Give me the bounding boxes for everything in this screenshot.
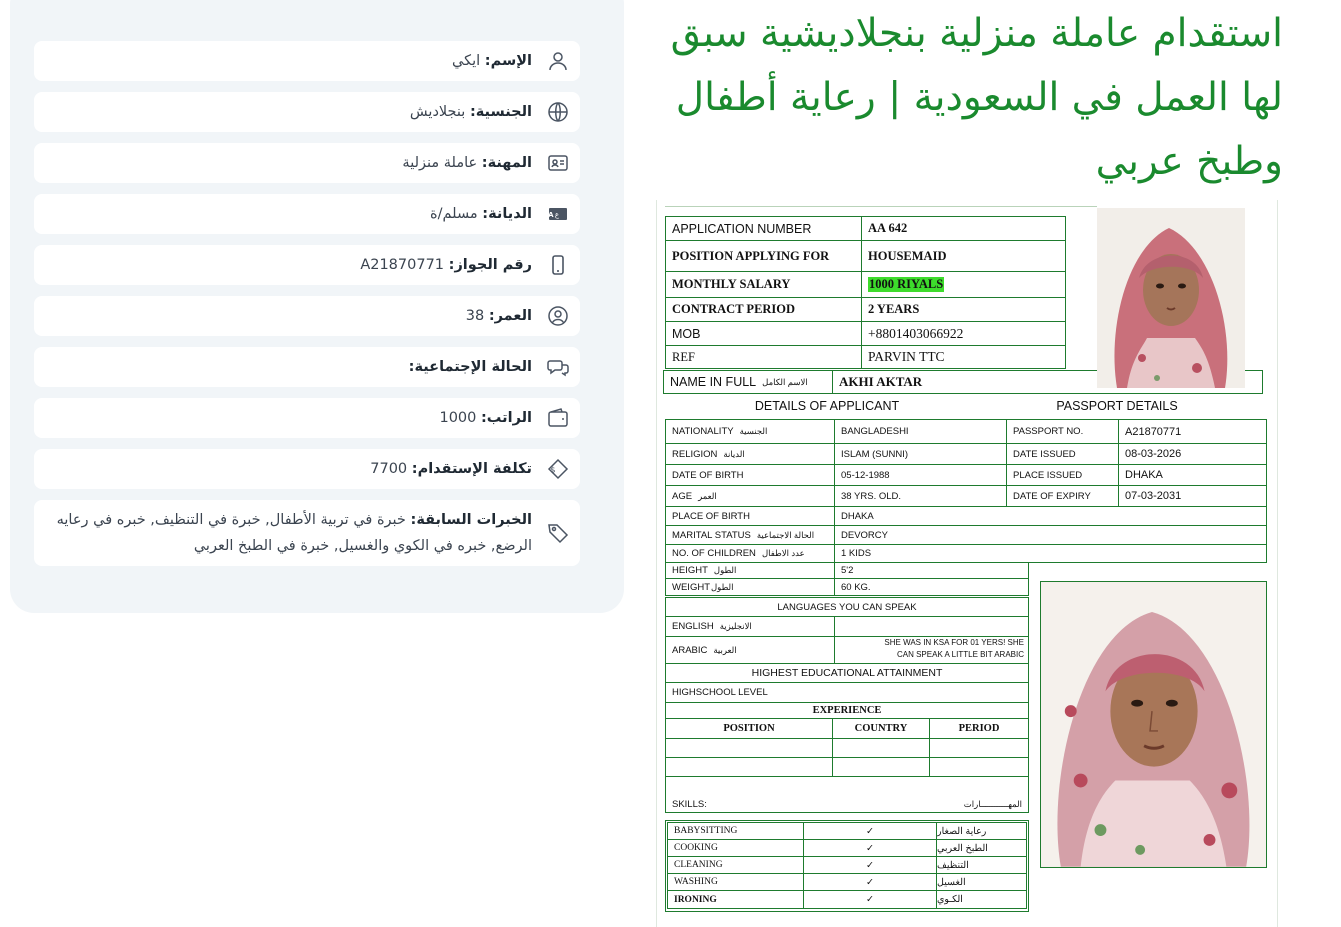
detail-row-marital xyxy=(34,347,580,387)
cv-value: HIGHSCHOOL LEVEL xyxy=(665,682,1029,703)
chat-icon xyxy=(546,355,570,379)
cv-label: MONTHLY SALARY xyxy=(665,271,862,298)
applicant-photo-large xyxy=(1040,581,1267,868)
detail-value: خبرة في تربية الأطفال, خبرة في التنظيف, خبره في رعايه الرضع, خبره في الكوي والغسيل, خبرة في الطبخ العربي xyxy=(56,512,532,554)
svg-text:ع: ع xyxy=(554,211,559,219)
cv-label: CONTRACT PERIOD xyxy=(665,297,862,322)
cv-value: 1 KIDS xyxy=(834,544,1267,563)
detail-value: عاملة منزلية xyxy=(402,155,478,171)
globe-icon xyxy=(546,100,570,124)
cv-value: 2 YEARS xyxy=(861,297,1066,322)
cv-label: APPLICATION NUMBER xyxy=(665,216,862,241)
cv-value: PARVIN TTC xyxy=(861,345,1066,369)
detail-label: المهنة: xyxy=(481,155,532,171)
detail-label: تكلفة الإستقدام: xyxy=(411,461,532,477)
detail-value: مسلم/ة xyxy=(430,206,478,222)
cv-value: 07-03-2031 xyxy=(1118,485,1267,507)
cv-skill-label: WASHING xyxy=(667,873,804,891)
detail-row-name xyxy=(34,41,580,81)
cv-empty-cell xyxy=(832,757,930,777)
cv-skill-check: ✓ xyxy=(803,890,937,909)
cv-empty-cell xyxy=(832,738,930,758)
cv-section-header: LANGUAGES YOU CAN SPEAK xyxy=(665,597,1029,617)
cv-value: DHAKA xyxy=(1118,464,1267,486)
cv-value: AKHI AKTAR xyxy=(832,370,1263,394)
cv-value: 60 KG. xyxy=(834,578,1029,596)
detail-row-age xyxy=(34,296,580,336)
applicant-photo xyxy=(1097,208,1245,388)
cv-value: DHAKA xyxy=(834,506,1267,526)
detail-label: الخبرات السابقة: xyxy=(410,512,532,528)
detail-label: العمر: xyxy=(488,308,532,324)
detail-row-experience xyxy=(34,500,580,566)
svg-text:$: $ xyxy=(550,465,556,475)
wallet-icon xyxy=(546,406,570,430)
phone-icon xyxy=(546,253,570,277)
cv-section-header: DETAILS OF APPLICANT xyxy=(754,399,900,413)
cv-section-header: EXPERIENCE xyxy=(665,702,1029,719)
detail-value: بنجلاديش xyxy=(409,104,466,120)
cv-value: 08-03-2026 xyxy=(1118,443,1267,465)
cv-label: NAME IN FULL الاسم الكامل xyxy=(663,370,833,394)
cv-label: AGE العمر xyxy=(665,485,835,507)
cv-label: POSITION APPLYING FOR xyxy=(665,240,862,272)
cv-value: +8801403066922 xyxy=(861,321,1066,346)
cv-value: ISLAM (SUNNI) xyxy=(834,443,1007,465)
cv-value: DEVORCY xyxy=(834,525,1267,545)
cv-label: MARITAL STATUS الحالة الاجتماعية xyxy=(665,525,835,545)
cv-document-image xyxy=(656,200,1278,927)
cv-empty-cell xyxy=(665,738,833,758)
cv-value: A21870771 xyxy=(1118,419,1267,444)
detail-label: الديانة: xyxy=(482,206,532,222)
cv-skill-check: ✓ xyxy=(803,839,937,857)
cv-value: 5'2 xyxy=(834,562,1029,579)
detail-label: الحالة الإجتماعية: xyxy=(408,359,532,375)
cv-section-header: HIGHEST EDUCATIONAL ATTAINMENT xyxy=(665,663,1029,683)
cv-skill-check: ✓ xyxy=(803,822,937,840)
cv-label: NO. OF CHILDREN عدد الاطفال xyxy=(665,544,835,563)
detail-row-passport xyxy=(34,245,580,285)
cv-skills-header: SKILLS: المهـــــــــــارات xyxy=(665,776,1029,813)
money-tag-icon xyxy=(546,457,570,481)
cv-skill-label-ar: التنظيف xyxy=(936,856,1027,874)
cv-value: AA 642 xyxy=(861,216,1066,241)
cv-section-header: PASSPORT DETAILS xyxy=(1056,399,1178,413)
cv-skill-check: ✓ xyxy=(803,873,937,891)
detail-row-religion xyxy=(34,194,580,234)
detail-row-cost xyxy=(34,449,580,489)
cv-skill-label-ar: الغسيل xyxy=(936,873,1027,891)
cv-value-salary: 1000 RIYALS xyxy=(861,271,1066,298)
cv-label: WEIGHT الطول xyxy=(665,578,835,596)
cv-value: BANGLADESHI xyxy=(834,419,1007,444)
cv-label: REF xyxy=(665,345,862,369)
cv-label: HEIGHT الطول xyxy=(665,562,835,579)
detail-value: ايكي xyxy=(452,53,481,69)
cv-skill-label: CLEANING xyxy=(667,856,804,874)
cv-label: ENGLISH الانجليزية xyxy=(665,616,835,637)
detail-label: رقم الجواز: xyxy=(448,257,532,273)
cv-label: PLACE ISSUED xyxy=(1006,464,1119,486)
cv-skill-label: COOKING xyxy=(667,839,804,857)
detail-label: الراتب: xyxy=(481,410,532,426)
user-icon xyxy=(546,49,570,73)
cv-skill-label: BABYSITTING xyxy=(667,822,804,840)
id-card-icon xyxy=(546,151,570,175)
cv-label: NATIONALITY الجنسية xyxy=(665,419,835,444)
cv-empty-cell xyxy=(665,757,833,777)
cv-value: 38 YRS. OLD. xyxy=(834,485,1007,507)
divider xyxy=(665,206,1097,207)
detail-value: A21870771 xyxy=(360,257,445,273)
cv-skill-label-ar: الكـوي xyxy=(936,890,1027,909)
cv-empty-cell xyxy=(929,738,1029,758)
tag-icon xyxy=(546,521,570,545)
detail-row-salary xyxy=(34,398,580,438)
cv-value: SHE WAS IN KSA FOR 01 YERS! SHE CAN SPEAK A LITTLE BIT ARABIC xyxy=(834,636,1029,664)
user-circle-icon xyxy=(546,304,570,328)
detail-label: الجنسية: xyxy=(469,104,532,120)
detail-row-profession xyxy=(34,143,580,183)
cv-column-header: COUNTRY xyxy=(832,718,930,739)
cv-label: DATE ISSUED xyxy=(1006,443,1119,465)
cv-skill-label-ar: رعاية الصغار xyxy=(936,822,1027,840)
cv-label: MOB xyxy=(665,321,862,346)
cv-label: PLACE OF BIRTH xyxy=(665,506,835,526)
cv-skill-check: ✓ xyxy=(803,856,937,874)
svg-text:A: A xyxy=(548,211,554,219)
cv-value xyxy=(834,616,1029,637)
cv-value: HOUSEMAID xyxy=(861,240,1066,272)
detail-value: 38 xyxy=(465,308,485,324)
cv-label: ARABIC العربية xyxy=(665,636,835,664)
detail-value: 1000 xyxy=(439,410,477,426)
cv-label: DATE OF EXPIRY xyxy=(1006,485,1119,507)
cv-label: DATE OF BIRTH xyxy=(665,464,835,486)
detail-value: 7700 xyxy=(370,461,408,477)
translate-icon xyxy=(546,202,570,226)
cv-value: 05-12-1988 xyxy=(834,464,1007,486)
page-title: استقدام عاملة منزلية بنجلاديشية سبق لها العمل في السعودية | رعاية أطفال وطبخ عربي xyxy=(670,11,1283,184)
cv-empty-cell xyxy=(929,757,1029,777)
cv-label: PASSPORT NO. xyxy=(1006,419,1119,444)
cv-skill-label: IRONING xyxy=(667,890,804,909)
detail-label: الإسم: xyxy=(484,53,532,69)
cv-label: RELIGION الديانة xyxy=(665,443,835,465)
cv-column-header: POSITION xyxy=(665,718,833,739)
detail-row-nationality xyxy=(34,92,580,132)
cv-skill-label-ar: الطبخ العربي xyxy=(936,839,1027,857)
cv-column-header: PERIOD xyxy=(929,718,1029,739)
